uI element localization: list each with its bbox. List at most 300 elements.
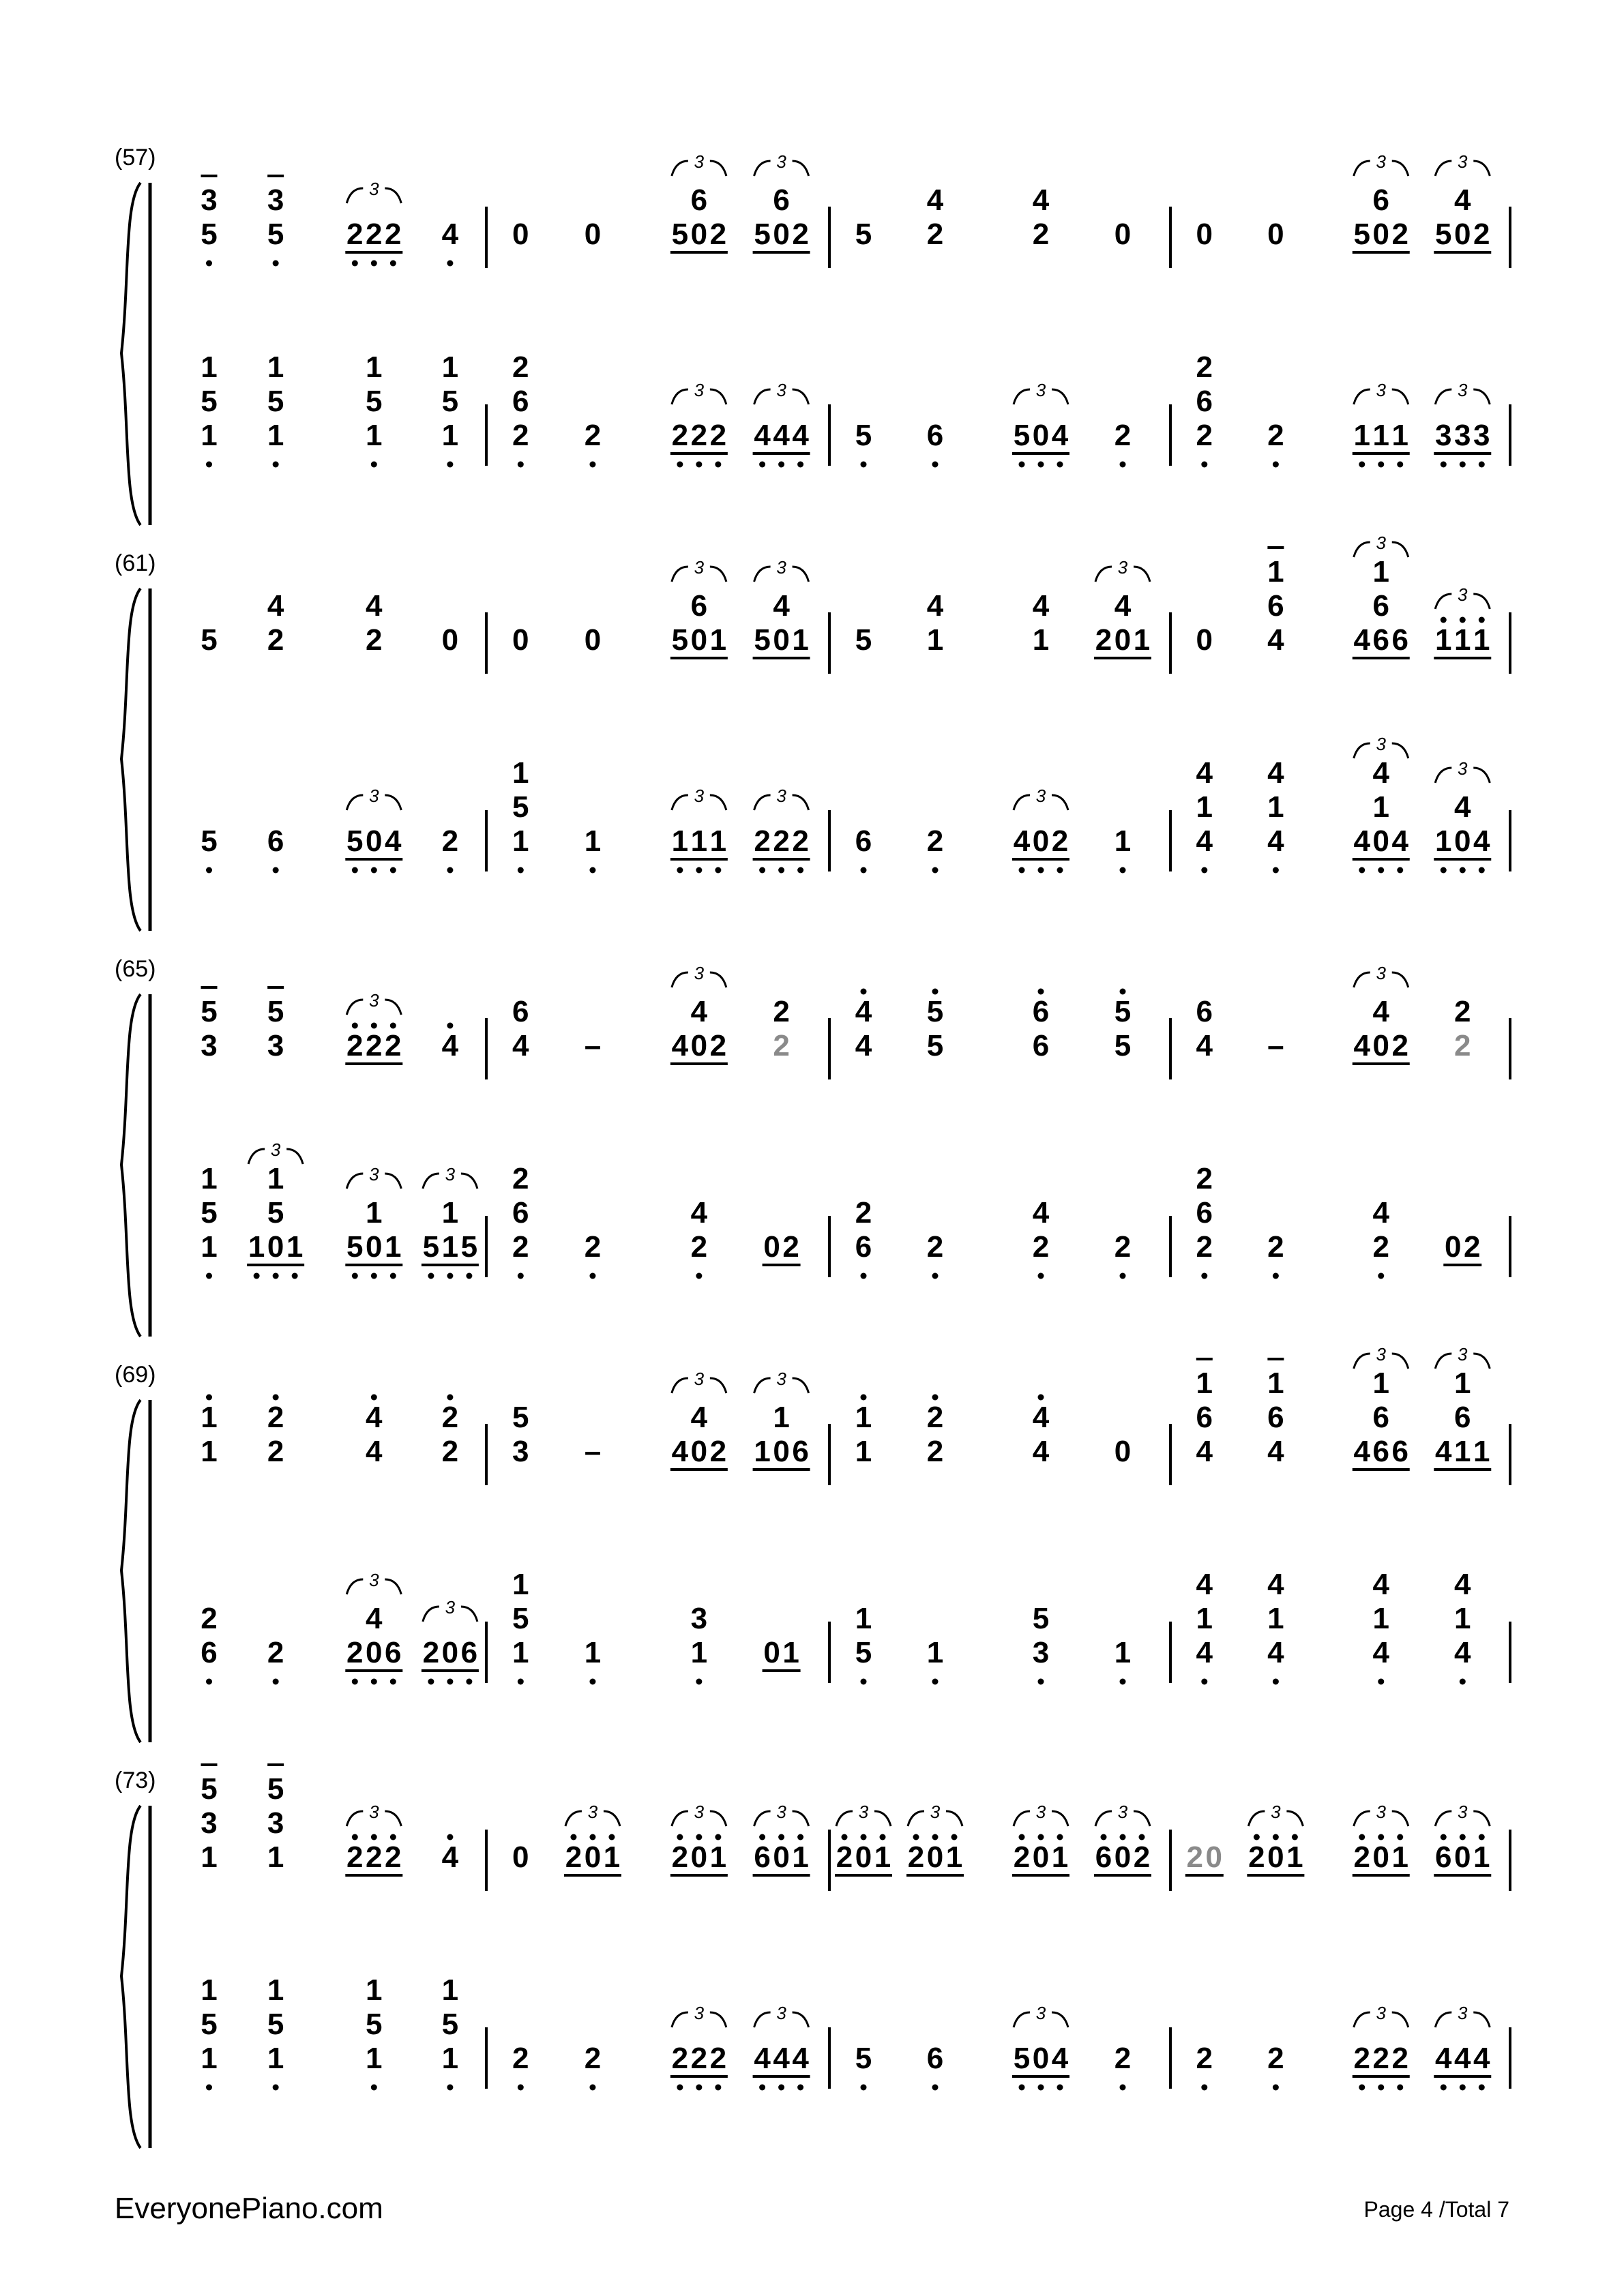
triplet-mark <box>754 1802 809 1826</box>
note <box>512 2042 529 2091</box>
note <box>366 351 382 468</box>
octave-dot <box>696 1679 702 1685</box>
triplet-number: 3 <box>776 2003 786 2023</box>
octave-dot <box>1359 2085 1365 2091</box>
triplet-mark <box>754 786 809 810</box>
note <box>927 1636 943 1685</box>
chord-note: 2 <box>201 1602 218 1635</box>
note-digit: 2 <box>1196 2042 1213 2075</box>
octave-dot <box>1460 1834 1466 1840</box>
octave-dot <box>932 989 939 995</box>
note <box>1443 1230 1481 1265</box>
note <box>442 1395 458 1469</box>
note-digit: 2 <box>1372 2042 1390 2075</box>
octave-dot <box>880 1834 886 1840</box>
triplet-number: 3 <box>776 151 786 172</box>
triplet-mark <box>1435 758 1490 783</box>
note-digit: 6 <box>926 2042 944 2075</box>
chord-note: 3 <box>267 183 284 217</box>
note-digit: 0 <box>366 824 383 858</box>
note-digit: 4 <box>1454 1636 1471 1669</box>
note-digit: 2 <box>792 824 809 858</box>
octave-dot <box>352 1023 358 1029</box>
note <box>1267 2042 1284 2091</box>
octave-dot <box>778 1834 784 1840</box>
note <box>1094 557 1151 658</box>
note <box>855 623 872 657</box>
chord-note: 5 <box>926 995 944 1028</box>
note <box>1033 1196 1050 1279</box>
note-digit: 2 <box>836 1840 853 1874</box>
note-digit: 2 <box>1133 1840 1151 1874</box>
triplet-mark <box>754 1369 809 1393</box>
octave-dot <box>589 1679 595 1685</box>
note <box>1033 183 1050 251</box>
chord-note: 6 <box>1196 1401 1213 1434</box>
octave-dot <box>371 260 377 267</box>
note-digit: 4 <box>754 419 771 452</box>
note-digit: 2 <box>1114 1230 1132 1264</box>
note <box>1267 1568 1284 1685</box>
octave-dot <box>518 1679 524 1685</box>
note-digit: 2 <box>709 2042 727 2075</box>
note-digit: 4 <box>1196 1435 1213 1468</box>
triplet-number: 3 <box>369 990 379 1011</box>
note-digit: 6 <box>267 824 284 858</box>
octave-dot <box>1479 867 1485 874</box>
chord-note: 6 <box>512 995 529 1028</box>
octave-dot <box>608 1834 615 1840</box>
triplet-mark <box>1435 584 1490 609</box>
octave-dot <box>759 2085 765 2091</box>
note-digit: 1 <box>709 623 727 657</box>
note-digit: 3 <box>1435 419 1452 452</box>
note-digit: 2 <box>1032 1230 1050 1264</box>
chord-note: 4 <box>366 589 383 623</box>
octave-dot <box>932 1395 939 1401</box>
note-digit: 1 <box>690 1636 708 1669</box>
note <box>585 824 601 874</box>
chord-note: 1 <box>1267 1602 1284 1635</box>
octave-dot <box>1441 2085 1447 2091</box>
octave-dot <box>1120 867 1126 874</box>
note-digit: 2 <box>709 1435 727 1468</box>
note-digit: – <box>1267 1029 1284 1062</box>
chord-note: 5 <box>512 790 529 824</box>
octave-dot <box>932 867 939 874</box>
octave-dot <box>518 1273 524 1279</box>
chord-note: 5 <box>201 1196 218 1229</box>
note <box>201 824 217 874</box>
chord-note: 5 <box>512 1401 529 1434</box>
chord-note: 5 <box>201 995 218 1028</box>
note-digit: 1 <box>874 1840 891 1874</box>
octave-dot <box>1479 1834 1485 1840</box>
note <box>267 1973 284 2091</box>
note <box>1114 824 1131 874</box>
note-digit: 2 <box>926 1435 944 1468</box>
chord-note: 6 <box>690 183 708 217</box>
note-digit: 4 <box>1196 824 1213 858</box>
note <box>585 1230 601 1279</box>
chord-note: 6 <box>690 589 708 623</box>
triplet-mark <box>1435 2003 1490 2027</box>
note <box>1185 1840 1224 1875</box>
chord-note: 1 <box>1267 1367 1284 1400</box>
note-digit: 6 <box>754 1840 771 1874</box>
note-digit: 0 <box>1372 1029 1390 1062</box>
note <box>1114 1230 1131 1279</box>
octave-dot <box>797 462 803 468</box>
chord-note: 4 <box>1454 183 1471 217</box>
system-brace <box>121 183 141 525</box>
chord-note: 4 <box>690 995 708 1028</box>
note <box>927 989 943 1063</box>
triplet-number: 3 <box>1376 533 1386 553</box>
triplet-mark <box>754 380 809 404</box>
note-digit: 5 <box>855 2042 872 2075</box>
note-digit: 4 <box>385 824 402 858</box>
triplet-mark <box>1014 2003 1068 2027</box>
triplet-mark <box>908 1802 962 1826</box>
octave-dot <box>1254 1834 1260 1840</box>
note <box>267 1765 284 1874</box>
triplet-mark <box>346 179 401 203</box>
note-digit: 1 <box>201 1435 218 1468</box>
octave-dot <box>759 1834 765 1840</box>
triplet-mark <box>1354 533 1408 557</box>
chord-note: 5 <box>441 385 459 418</box>
note-digit: 6 <box>792 1435 809 1468</box>
octave-dot <box>428 1679 434 1685</box>
note-digit: 2 <box>512 2042 529 2075</box>
triplet-number: 3 <box>694 1802 705 1822</box>
chord-note: 4 <box>1267 756 1284 790</box>
octave-dot <box>518 867 524 874</box>
note-digit: 6 <box>1095 1840 1112 1874</box>
chord-note: 4 <box>1267 1568 1284 1601</box>
note-digit: 1 <box>1114 1636 1132 1669</box>
octave-dot <box>206 867 212 874</box>
note <box>345 990 402 1064</box>
note <box>1353 963 1410 1064</box>
note-digit: 2 <box>1391 1029 1409 1062</box>
octave-dot <box>1038 1679 1044 1685</box>
note-digit: 0 <box>1454 1840 1471 1874</box>
note <box>512 1568 529 1685</box>
note-digit: 2 <box>690 419 708 452</box>
note-digit: 4 <box>1435 1435 1452 1468</box>
note-digit: 0 <box>690 1029 708 1062</box>
note <box>670 2003 728 2091</box>
note-digit: 2 <box>267 1435 284 1468</box>
octave-dot <box>1201 1273 1207 1279</box>
octave-dot <box>1441 617 1447 623</box>
note-digit: 5 <box>201 824 218 858</box>
chord-note: 1 <box>1372 790 1390 824</box>
note-digit: 2 <box>671 419 689 452</box>
note-digit: 0 <box>1372 218 1390 251</box>
note-digit: 6 <box>855 824 872 858</box>
note <box>1114 419 1131 468</box>
note <box>1114 1636 1131 1685</box>
triplet-mark <box>672 1802 726 1826</box>
octave-dot <box>1120 1834 1126 1840</box>
triplet-number: 3 <box>1035 786 1046 806</box>
note-digit: 0 <box>1372 1840 1390 1874</box>
triplet-mark <box>346 1570 401 1594</box>
note <box>1033 1602 1049 1685</box>
note <box>1012 2003 1069 2091</box>
triplet-number: 3 <box>369 1802 379 1822</box>
octave-dot <box>1397 462 1403 468</box>
note-digit: 6 <box>1435 1840 1452 1874</box>
triplet-number: 3 <box>694 2003 705 2023</box>
note-digit: 0 <box>1114 1435 1132 1468</box>
chord-note: 1 <box>1196 1367 1213 1400</box>
note-digit: 4 <box>1051 419 1069 452</box>
note <box>1196 218 1213 251</box>
triplet-number: 3 <box>694 151 705 172</box>
chord-note: 5 <box>201 2008 218 2041</box>
octave-dot <box>1378 867 1384 874</box>
note <box>1196 351 1213 468</box>
octave-dot <box>518 2085 524 2091</box>
triplet-mark <box>1014 1802 1068 1826</box>
note <box>422 1164 479 1279</box>
octave-dot <box>932 462 939 468</box>
triplet-number: 3 <box>1458 2003 1468 2023</box>
octave-dot <box>273 1679 279 1685</box>
note <box>201 1973 217 2091</box>
note-digit: 0 <box>441 623 459 657</box>
note-digit: 1 <box>709 1840 727 1874</box>
note-digit: 4 <box>1473 824 1490 858</box>
note-digit: 0 <box>1267 218 1284 251</box>
note-digit: 1 <box>1473 1840 1490 1874</box>
note <box>201 176 217 267</box>
note-digit: 6 <box>1391 623 1409 657</box>
octave-dot <box>696 1834 702 1840</box>
chord-note: 5 <box>1114 995 1132 1028</box>
octave-dot <box>759 462 765 468</box>
chord-note: 1 <box>441 1196 459 1229</box>
system-brace <box>121 1806 141 2148</box>
chord-note: 2 <box>267 1401 284 1434</box>
octave-dot <box>1378 2085 1384 2091</box>
octave-dot <box>797 1834 803 1840</box>
octave-dot <box>1038 2085 1044 2091</box>
note-digit: 4 <box>1267 1435 1284 1468</box>
note-digit: 1 <box>286 1230 304 1264</box>
note-digit: 2 <box>565 1840 582 1874</box>
note <box>442 824 458 874</box>
chord-note: 5 <box>267 1772 284 1806</box>
note-digit: 2 <box>1196 419 1213 452</box>
octave-dot <box>1378 1679 1384 1685</box>
note-digit: 5 <box>926 1029 944 1062</box>
octave-dot <box>390 1834 396 1840</box>
octave-dot <box>1441 462 1447 468</box>
octave-dot <box>932 1679 939 1685</box>
chord-note: 2 <box>1196 351 1213 384</box>
note-digit: 4 <box>1051 2042 1069 2075</box>
note-digit: 4 <box>773 2042 790 2075</box>
note <box>345 1802 402 1875</box>
system-brace <box>121 1400 141 1742</box>
note <box>201 1602 217 1685</box>
octave-dot <box>715 867 721 874</box>
octave-dot <box>677 2085 683 2091</box>
octave-dot <box>352 867 358 874</box>
note <box>1196 623 1213 657</box>
note <box>1267 218 1284 251</box>
note-digit: 2 <box>1095 623 1112 657</box>
octave-dot <box>1460 617 1466 623</box>
note-digit: 4 <box>1372 1636 1390 1669</box>
octave-dot <box>466 1273 472 1279</box>
note-digit: 1 <box>584 824 602 858</box>
chord-note: 4 <box>1032 1196 1050 1229</box>
note <box>585 218 601 251</box>
octave-dot <box>292 1273 298 1279</box>
triplet-mark <box>346 1164 401 1189</box>
chord-note: 6 <box>1372 589 1390 623</box>
triplet-mark <box>1435 1344 1490 1369</box>
octave-dot <box>1201 1679 1207 1685</box>
note-digit: 1 <box>267 1840 284 1874</box>
octave-dot <box>428 1273 434 1279</box>
chord-note: 6 <box>773 183 790 217</box>
note-digit: 5 <box>855 623 872 657</box>
octave-dot <box>677 867 683 874</box>
octave-dot <box>1120 989 1126 995</box>
chord-note: 2 <box>512 351 529 384</box>
note <box>1114 2042 1131 2091</box>
note <box>773 995 789 1062</box>
chord-note: 1 <box>201 1401 218 1434</box>
octave-dot <box>371 1679 377 1685</box>
triplet-number: 3 <box>1117 1802 1128 1822</box>
note <box>855 218 872 251</box>
note <box>512 1401 529 1468</box>
note <box>1353 1344 1410 1470</box>
note-digit: 1 <box>1032 623 1050 657</box>
note-digit: 0 <box>1114 218 1132 251</box>
note <box>1267 1230 1284 1279</box>
triplet-number: 3 <box>369 1164 379 1184</box>
triplet-mark <box>423 1597 477 1622</box>
chord-note: 4 <box>690 1196 708 1229</box>
note-digit: 3 <box>512 1435 529 1468</box>
note <box>753 557 810 658</box>
note-digit: 1 <box>709 824 727 858</box>
note-digit: 2 <box>1196 1230 1213 1264</box>
octave-dot <box>1273 2085 1279 2091</box>
octave-dot <box>273 462 279 468</box>
note <box>1353 2003 1410 2091</box>
note-digit: 5 <box>201 623 218 657</box>
chord-note: 4 <box>1454 790 1471 824</box>
note-digit: 2 <box>773 1029 790 1062</box>
note-digit: 0 <box>855 1840 872 1874</box>
octave-dot <box>778 867 784 874</box>
octave-dot <box>390 867 396 874</box>
chord-note: 1 <box>1196 1602 1213 1635</box>
note <box>585 623 601 657</box>
note-digit: 6 <box>201 1636 218 1669</box>
note-digit: 2 <box>690 2042 708 2075</box>
octave-dot <box>371 867 377 874</box>
note-digit: 2 <box>690 1230 708 1264</box>
triplet-mark <box>1354 151 1408 176</box>
note <box>855 1602 872 1685</box>
chord-note: 4 <box>1372 756 1390 790</box>
note-digit: 0 <box>584 623 602 657</box>
octave-dot <box>715 2085 721 2091</box>
octave-dot <box>1460 1679 1466 1685</box>
octave-dot <box>352 1679 358 1685</box>
octave-dot <box>447 1679 453 1685</box>
triplet-mark <box>754 151 809 176</box>
note <box>855 1196 872 1279</box>
chord-note: 1 <box>201 1973 218 2007</box>
note <box>906 1802 964 1875</box>
triplet-number: 3 <box>776 786 786 806</box>
note-digit: 0 <box>584 1840 602 1874</box>
note <box>585 1636 601 1685</box>
note-digit: 2 <box>792 218 809 251</box>
octave-dot <box>778 462 784 468</box>
note-digit: 1 <box>1454 623 1471 657</box>
note-digit: 4 <box>1353 623 1371 657</box>
octave-dot <box>518 462 524 468</box>
octave-dot <box>1479 462 1485 468</box>
octave-dot <box>371 1395 377 1401</box>
triplet-number: 3 <box>1458 380 1468 400</box>
chord-note: 1 <box>1267 790 1284 824</box>
octave-dot <box>1057 1834 1063 1840</box>
note-digit: 0 <box>1445 1230 1462 1264</box>
octave-dot <box>1378 462 1384 468</box>
octave-dot <box>1038 989 1044 995</box>
chord-note: 2 <box>855 1196 872 1229</box>
note-digit: 4 <box>1353 824 1371 858</box>
note-digit: 5 <box>460 1230 478 1264</box>
note-digit: 2 <box>366 1840 383 1874</box>
note <box>1353 151 1410 252</box>
chord-note: 1 <box>1372 1602 1390 1635</box>
note-digit: 2 <box>267 1636 284 1669</box>
note-digit: 1 <box>792 623 809 657</box>
chord-note: 2 <box>1454 995 1471 1028</box>
note-digit: 4 <box>773 419 790 452</box>
note-digit: 0 <box>1454 824 1471 858</box>
note <box>442 1023 459 1063</box>
octave-dot <box>589 1834 595 1840</box>
note <box>753 151 810 252</box>
octave-dot <box>1201 2085 1207 2091</box>
octave-dot <box>206 2085 212 2091</box>
note-digit: 5 <box>422 1230 440 1264</box>
chord-note: 4 <box>926 183 944 217</box>
note-digit: 0 <box>584 218 602 251</box>
note <box>1196 756 1213 874</box>
note <box>927 183 944 251</box>
octave-dot <box>1460 462 1466 468</box>
octave-dot <box>447 1834 453 1840</box>
note <box>835 1802 892 1875</box>
